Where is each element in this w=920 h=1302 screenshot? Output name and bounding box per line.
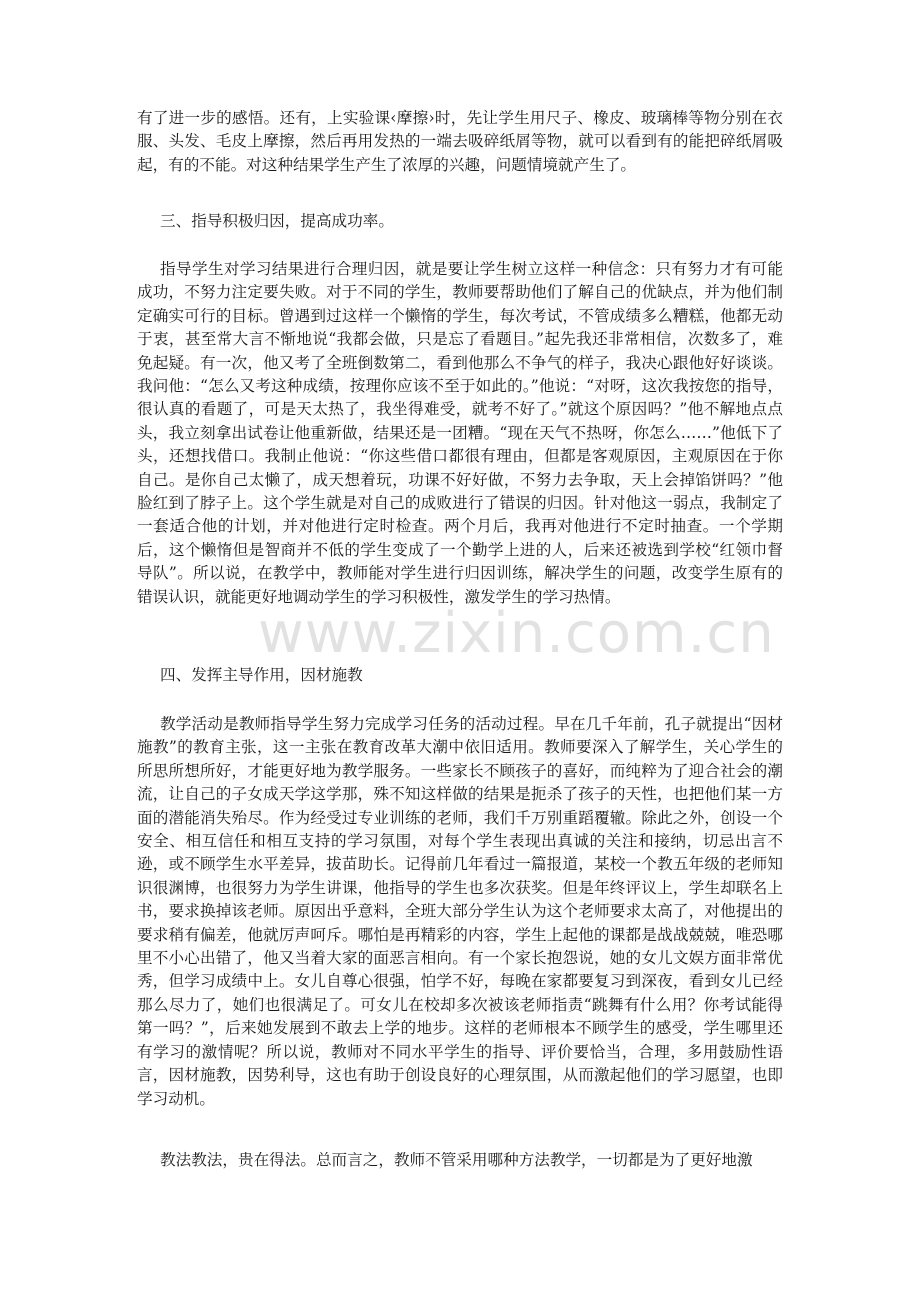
section-heading-three: 三、指导积极归因，提高成功率。 xyxy=(160,212,394,230)
paragraph-section-three: 指导学生对学习结果进行合理归因，就是要让学生树立这样一种信念：只有努力才有可能成功，不努力注定要失败。对于不同的学生，教师要帮助他们了解自己的优缺点，并为他们制定确实可行的目标。曾遇到过这样一个懒惰的学生，每次考试，不管成绩多么糟糕，他都无动于衷，甚至常大言不惭地说“我都会做，只是忘了看题目。”起先我还非常相信，次数多了，难免起疑。有一次，他又考了全班倒数第二，看到他那么不争气的样子，我决心跟他好好谈谈。我问他：“怎么又考这种成绩，按理你应该不至于如此的。”他说：“对呀，这次我按您的指导，很认真的看题了，可是天太热了，我坐得难受，就考不好了。”就这个原因吗？”他不解地点点头，我立刻拿出试卷让他重新做，结果还是一团糟。“现在天气不热呀，你怎么……”他低下了头，还想找借口。我制止他说：“你这些借口都很有理由，但都是客观原因，主观原因在于你自己。是你自己太懒了，成天想着玩，功课不好好做，不努力去争取，天上会掉馅饼吗？”他脸红到了脖子上。这个学生就是对自己的成败进行了错误的归因。针对他这一弱点，我制定了一套适合他的计划，并对他进行定时检查。两个月后，我再对他进行不定时抽查。一个学期后，这个懒惰但是智商并不低的学生变成了一个勤学上进的人，后来还被选到学校“红领巾督导队”。所以说，在教学中，教师能对学生进行归因训练，解决学生的问题，改变学生原有的错误认识，就能更好地调动学生的学习积极性，激发学生的学习热情。 xyxy=(137,260,783,606)
paragraph-section-four: 教学活动是教师指导学生努力完成学习任务的活动过程。早在几千年前，孔子就提出“因材施教”的教育主张，这一主张在教育改革大潮中依旧适用。教师要深入了解学生，关心学生的所思所想所好，才能更好地为教学服务。一些家长不顾孩子的喜好，而纯粹为了迎合社会的潮流，让自己的子女成天学这学那，殊不知这样做的结果是扼杀了孩子的天性，也把他们某一方面的潜能消失殆尽。作为经受过专业训练的老师，我们千万别重蹈覆辙。除此之外，创设一个安全、相互信任和相互支持的学习氛围，对每个学生表现出真诚的关注和接纳，切忌出言不逊，或不顾学生水平差异，拔苗助长。记得前几年看过一篇报道，某校一个教五年级的老师知识很渊博，也很努力为学生讲课，他指导的学生也多次获奖。但是年终评议上，学生却联名上书，要求换掉该老师。原因出乎意料，全班大部分学生认为这个老师要求太高了，对他提出的要求稍有偏差，他就厉声呵斥。哪怕是再精彩的内容，学生上起他的课都是战战兢兢，唯恐哪里不小心出错了，他又当着大家的面恶言相向。有一个家长抱怨说，她的女儿文娱方面非常优秀，但学习成绩中上。女儿自尊心很强，怕学不好，每晚在家都要复习到深夜，看到女儿已经那么尽力了，她们也很满足了。可女儿在校却多次被该老师指责“跳舞有什么用？你考试能得第一吗？”，后来她发展到不敢去上学的地步。这样的老师根本不顾学生的感受，学生哪里还有学习的激情呢？所以说，教师对不同水平学生的指导、评价要恰当，合理，多用鼓励性语言，因材施教，因势利导，这也有助于创设良好的心理氛围，从而激起他们的学习愿望，也即学习动机。 xyxy=(137,715,783,1108)
watermark: www.zixin.com.cn xyxy=(258,601,775,666)
section-heading-four: 四、发挥主导作用，因材施教 xyxy=(160,666,363,684)
paragraph-conclusion: 教法教法，贵在得法。总而言之，教师不管采用哪种方法教学，一切都是为了更好地激 xyxy=(160,1151,753,1169)
paragraph-intro: 有了进一步的感悟。还有，上实验课‹摩擦›时，先让学生用尺子、橡皮、玻璃棒等物分别在衣服、头发、毛皮上摩擦，然后再用发热的一端去吸碎纸屑等物，就可以看到有的能把碎纸屑吸起，有的不能。对这种结果学生产生了浓厚的兴趣，问题情境就产生了。 xyxy=(137,109,783,174)
